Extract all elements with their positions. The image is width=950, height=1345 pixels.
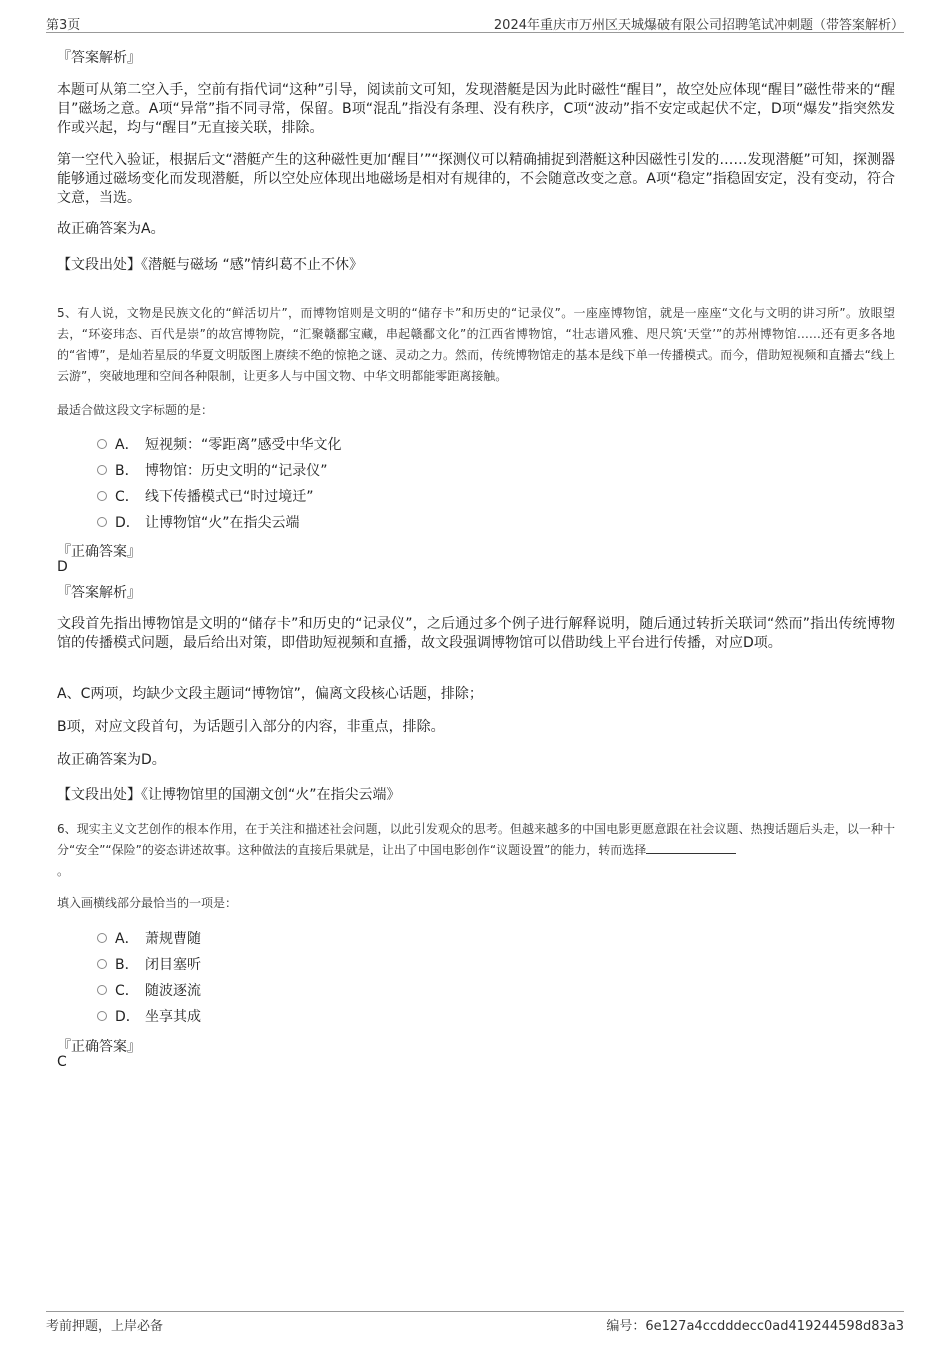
radio-icon[interactable] [97,517,107,527]
q5-conclusion: 故正确答案为D。 [57,752,166,768]
q5-answer-label: 『正确答案』 [57,544,141,560]
q6-answer: C [57,1054,67,1070]
q6-answer-label: 『正确答案』 [57,1039,141,1055]
option-text: 线下传播模式已“时过境迁” [145,489,314,505]
radio-icon[interactable] [97,491,107,501]
radio-icon[interactable] [97,985,107,995]
option-key: C． [115,983,139,999]
q6-option-d[interactable] [97,1008,201,1026]
option-text: 萧规曹随 [145,931,201,947]
q4-analysis-paragraph-1: 本题可从第二空入手，空前有指代词“这种”引导，阅读前文可知，发现潜艇是因为此时磁性“醒目”，故空处应体现“醒目”磁性带来的“醒目”磁场之意。A项“异常”指不同寻常，保留。B项“混乱”指没有条理、没有秩序，C项“波动”指不安定或起伏不定，D项“爆发”指突然发作或兴起，均与“醒目”无直接关联，排除。 [57,82,895,136]
q6-option-c[interactable] [97,982,201,1000]
q5-option-d[interactable] [97,514,300,532]
q5-option-a[interactable] [97,436,342,454]
option-text: 短视频：“零距离”感受中华文化 [145,437,342,453]
q4-analysis-paragraph-2: 第一空代入验证，根据后文“潜艇产生的这种磁性更加‘醒目’”“探测仪可以精确捕捉到潜艇这种因磁性引发的……发现潜艇”可知，探测器能够通过磁场变化而发现潜艇，所以空处应体现出地磁场是相对有规律的，不会随意改变之意。A项“稳定”指稳固安定，没有变动，符合文意，当选。 [57,152,895,206]
radio-icon[interactable] [97,439,107,449]
page-header [46,14,904,33]
q5-prompt: 最适合做这段文字标题的是： [57,403,214,417]
option-key: A． [115,437,139,453]
q5-analysis-paragraph-3: B项，对应文段首句，为话题引入部分的内容，非重点，排除。 [57,719,445,735]
footer-slogan: 考前押题，上岸必备 [46,1319,164,1334]
radio-icon[interactable] [97,1011,107,1021]
option-key: B． [115,463,139,479]
page-footer [46,1311,904,1332]
q6-option-a[interactable] [97,930,201,948]
q4-analysis-label: 『答案解析』 [57,50,141,66]
option-text: 让博物馆“火”在指尖云端 [145,515,300,531]
radio-icon[interactable] [97,933,107,943]
page-number: 第3页 [46,18,81,33]
option-key: B． [115,957,139,973]
q5-question-text: 5、有人说，文物是民族文化的“鲜活切片”，而博物馆则是文明的“储存卡”和历史的“记录仪”。一座座博物馆，就是一座座“文化与文明的讲习所”。放眼望去，“环姿玮态、百代是崇”的故宫博物院，“汇聚赣鄱宝藏，串起赣鄱文化”的江西省博物馆，“壮志谱风雅、咫尺筑‘天堂’”的苏州博物馆……还有更多各地的“省博”，是灿若星辰的华夏文明版图上赓续不绝的惊艳之谜、灵动之力。然而，传统博物馆走的基本是线下单一传播模式。而今，借助短视频和直播去“线上云游”，突破地理和空间各种限制，让更多人与中国文物、中华文明都能零距离接触。 [57,306,895,383]
option-key: A． [115,931,139,947]
document-code-value: 6e127a4ccdddecc0ad419244598d83a3 [645,1319,904,1334]
q6-option-b[interactable] [97,956,201,974]
q4-source: 【文段出处】《潜艇与磁场 “感”情纠葛不止不休》 [57,257,363,273]
q6-question-text [57,819,895,882]
option-text: 随波逐流 [145,983,201,999]
q5-option-b[interactable] [97,462,328,480]
q5-answer: D [57,559,68,575]
document-title: 2024年重庆市万州区天城爆破有限公司招聘笔试冲刺题（带答案解析） [493,18,904,33]
option-text: 闭目塞听 [145,957,201,973]
q6-question-end: 。 [57,864,70,878]
option-key: D． [115,515,140,531]
document-code-label: 编号： [606,1319,646,1334]
option-text: 坐享其成 [145,1009,201,1025]
option-key: D． [115,1009,140,1025]
q5-analysis-paragraph-1: 文段首先指出博物馆是文明的“储存卡”和历史的“记录仪”，之后通过多个例子进行解释说明，随后通过转折关联词“然而”指出传统博物馆的传播模式问题，最后给出对策，即借助短视频和直播，故文段强调博物馆可以借助线上平台进行传播，对应D项。 [57,616,895,651]
q4-conclusion: 故正确答案为A。 [57,221,165,237]
q5-source: 【文段出处】《让博物馆里的国潮文创“火”在指尖云端》 [57,787,401,803]
q5-analysis-paragraph-2: A、C两项，均缺少文段主题词“博物馆”，偏离文段核心话题，排除； [57,686,483,702]
radio-icon[interactable] [97,959,107,969]
q5-option-c[interactable] [97,488,314,506]
fill-in-blank [646,841,736,854]
option-text: 博物馆：历史文明的“记录仪” [145,463,328,479]
q5-analysis-label: 『答案解析』 [57,585,141,601]
document-code [606,1315,904,1334]
q6-prompt: 填入画横线部分最恰当的一项是： [57,896,238,910]
option-key: C． [115,489,139,505]
radio-icon[interactable] [97,465,107,475]
q6-question-body: 6、现实主义文艺创作的根本作用，在于关注和描述社会问题，以此引发观众的思考。但越来越多的中国电影更愿意跟在社会议题、热搜话题后头走，以一种十分“安全”“保险”的姿态讲述故事。这种做法的直接后果就是，让出了中国电影创作“议题设置”的能力，转而选择 [57,822,895,857]
